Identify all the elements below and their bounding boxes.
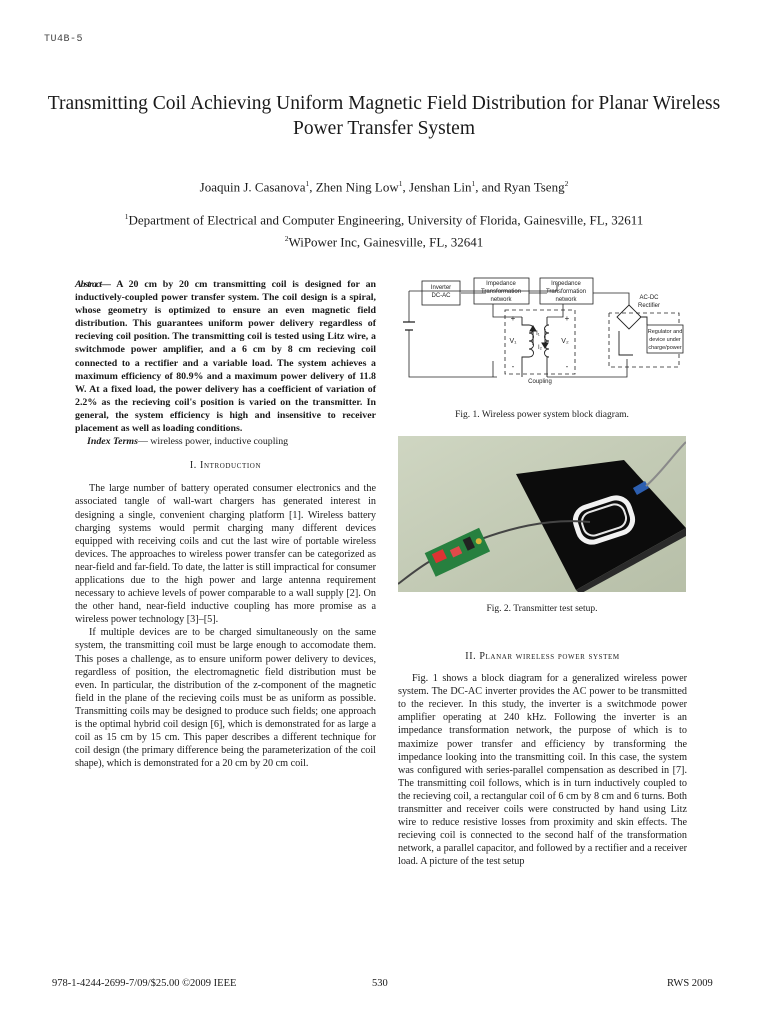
paragraph: The large number of battery operated consumer electronics and the associated tangle of wall-wart chargers has generated interest in designing a single, convenient charging platform [1]. Wireless battery charging systems would permit charging many different devices equipped with receiving coils and cut the last wire of portable wireless devices. The approaches to wireless power transfer can be categorized as near-field and far-field. To date, the latter is still impractical for consumer applications due to the high power and large antenna requirement necessary to achieve levels of power comparable to a wall supply [2]. On the other hand, near-field inductive coupling has more promise as a wireless power technology [3]–[5]. — [75, 483, 376, 626]
page-number: 530 — [372, 978, 388, 989]
svg-text:Impedance: Impedance — [551, 281, 581, 287]
section-heading-introduction: I. Introduction — [189, 460, 262, 472]
block-diagram-figure — [397, 277, 687, 387]
footer-copyright: 978-1-4244-2699-7/09/$25.00 ©2009 IEEE — [52, 978, 237, 989]
affiliation-2: $^2$WiPower Inc, Gainesville, FL, 32641 — [284, 234, 484, 250]
svg-text:Regulator and: Regulator and — [647, 329, 683, 335]
svg-text:Transformation: Transformation — [480, 289, 522, 295]
right-column — [398, 650, 687, 869]
document-code: TU4B-5 — [44, 34, 84, 45]
paper-title: Transmitting Coil Achieving Uniform Magnetic Field Distribution for Planar Wireless Power Transfer System — [47, 93, 721, 139]
svg-text:network: network — [555, 297, 577, 303]
paragraph: If multiple devices are to be charged simultaneously on the same system, the transmitting coil must be large enough to accomodate them. This poses a challenge, as to ensure uniform power delivery to devices, regardless of position, the electromagnetic field distribution must be even. In particular, the distribution of the z-component of the magnetic field in the plane of the recieving coils must be as uniform as possible. Transmitting coils may be designed to produce such fields; one approach is the optimal hybrid coil design [6], which is demonstrated for as large a coil as 15 cm by 15 cm. This paper describes a different technique for coil design (the primary difference being the parameterization of the coil shape), which is demonstrated for a 20 cm by 20 cm coil. — [75, 627, 376, 770]
svg-text:-: - — [565, 362, 569, 371]
svg-text:+: + — [510, 314, 516, 323]
svg-text:Impedance: Impedance — [486, 281, 516, 287]
author-name: Zhen Ning Low — [315, 179, 399, 195]
test-setup-photo — [398, 436, 686, 592]
svg-text:-: - — [511, 362, 515, 371]
paragraph: Fig. 1 shows a block diagram for a generalized wireless power system. The DC-AC inverter provides the AC power to be transmitted to the reciever. In this study, the inverter is a switchmode power amplifier operating at 240 kHz. Following the inverter is an impedance transformation network, the purpose of which is to maximize power transfer and efficiency by transforming the impedance looking into the transmitting coil. In this case, the system was configured with series-parallel compensation as described in [7]. The transmitting coil follows, which is in turn inductively coupled to the recieving coil, a rectangular coil of 6 cm by 8 cm and 6 turns. Both transmitter and receiver coils were constructed by hand using Litz wire to reduce resistive losses from proximity and skin effects. The recieving coil is connected to the second half of the transformation network, a parallel capacitor, and followed by a rectifier and a receiver load. A picture of the test setup — [398, 673, 687, 868]
author-name: Joaquin J. Casanova — [199, 179, 306, 195]
svg-text:I₂: I₂ — [538, 345, 542, 351]
index-terms-label: Index Terms — [87, 436, 138, 448]
svg-text:Rectifier: Rectifier — [637, 303, 661, 309]
author-list: Joaquin J. Casanova$^1$, Zhen Ning Low$^1$, Jenshan Lin$^1$, and Ryan Tseng$^2$ — [199, 179, 569, 195]
svg-text:I₁: I₁ — [536, 331, 540, 337]
author-name: Ryan Tseng — [503, 179, 565, 195]
figure-2-caption: Fig. 2. Transmitter test setup. — [486, 604, 598, 614]
abstract-label: Abstract — [75, 279, 102, 290]
svg-text:Transformation: Transformation — [545, 289, 587, 295]
svg-text:V₂: V₂ — [561, 338, 569, 345]
svg-text:device under: device under — [649, 337, 681, 343]
svg-text:Coupling: Coupling — [528, 379, 552, 385]
section-heading-planar-system: II. Planar wireless power system — [465, 651, 620, 662]
left-column — [75, 278, 376, 770]
index-terms: Index Terms— wireless power, inductive coupling — [87, 436, 289, 448]
svg-text:DC-AC: DC-AC — [431, 293, 451, 299]
svg-text:charge/power: charge/power — [648, 345, 682, 351]
svg-text:V₁: V₁ — [509, 338, 517, 345]
svg-text:Inverter: Inverter — [430, 285, 452, 291]
figure-1-caption: Fig. 1. Wireless power system block diagram. — [455, 410, 629, 420]
svg-text:+: + — [564, 314, 570, 323]
abstract: Abstract— A 20 cm by 20 cm transmitting coil is designed for an inductively-coupled power transfer system. The coil design is a spiral, whose geometry is optimized to ensure an even magnetic field distribution. This guarantees uniform power delivery regardless of recieving coil position. The transmitting coil is tested using Litz wire, a switchmode power amplifier, and a 6 cm by 8 cm recieving coil connected to a rectifier and a variable load. The system achieves a maximum efficiency of 80.9% and a maximum power delivery of 11.8 W. At a fixed load, the power delivery has a coefficient of variation of 2.2% as the recieving coil's position is varied on the transmitter. In general, the system efficiency is high and insensitive to receiver placement as well as loading conditions. — [75, 279, 376, 435]
svg-text:network: network — [490, 297, 512, 303]
footer-conference: RWS 2009 — [667, 978, 713, 989]
affiliation-1: $^1$Department of Electrical and Computer Engineering, University of Florida, Gainesville, FL, 32611 — [124, 212, 644, 228]
svg-text:AC-DC: AC-DC — [639, 295, 659, 301]
author-name: Jenshan Lin — [409, 179, 472, 195]
